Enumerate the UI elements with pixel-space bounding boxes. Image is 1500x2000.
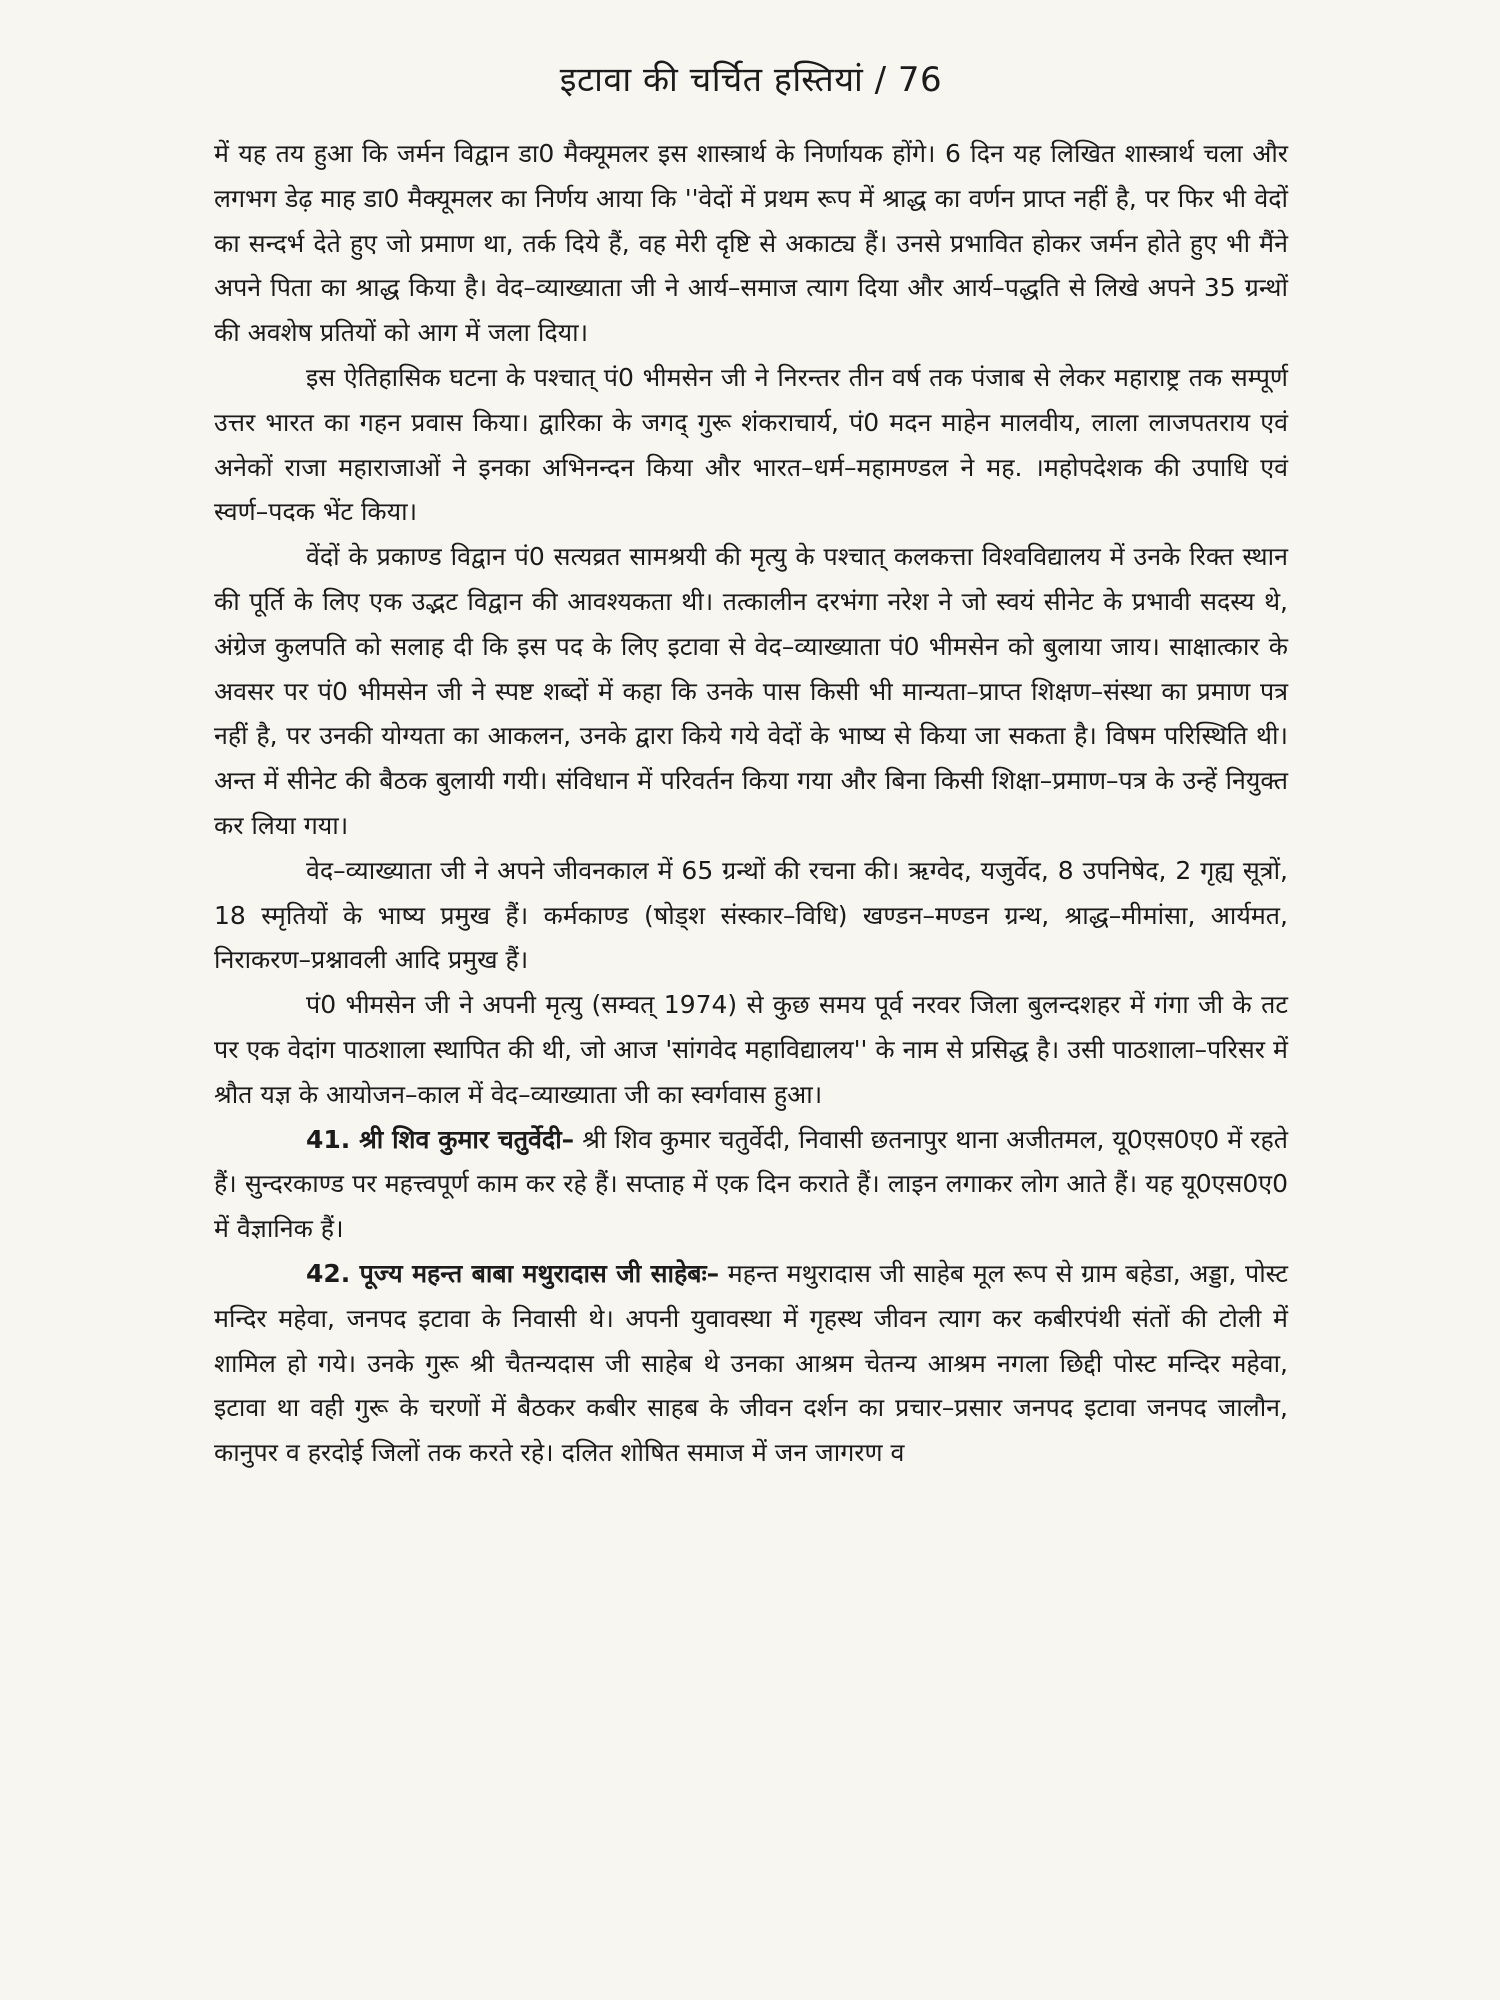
paragraph-text: वेद–व्याख्याता जी ने अपने जीवनकाल में 65 ग्रन्थों की रचना की। ऋग्वेद, यजुर्वेद, 8 उपनिषेद, 2 गृह्य सूत्रों, 18 स्मृतियों के भाष्य प्रमुख हैं। कर्मकाण्ड (षोड्श संस्कार–विधि) खण्डन–मण्डन ग्रन्थ, श्राद्ध–मीमांसा, आर्यमत, निराकरण–प्रश्नावली आदि प्रमुख हैं। xyxy=(214,855,1288,975)
section-paragraph xyxy=(214,1118,1288,1252)
paragraph-text: महन्त मथुरादास जी साहेब मूल रूप से ग्राम बहेडा, अड्डा, पोस्ट मन्दिर महेवा, जनपद इटावा के निवासी थे। अपनी युवावस्था में गृहस्थ जीवन त्याग कर कबीरपंथी संतों की टोली में शामिल हो गये। उनके गुरू श्री चैतन्यदास जी साहेब थे उनका आश्रम चेतन्य आश्रम नगला छिद्दी पोस्ट मन्दिर महेवा, इटावा था वही गुरू के चरणों में बैठकर कबीर साहब के जीवन दर्शन का प्रचार–प्रसार जनपद इटावा जनपद जालौन, कानुपर व हरदोई जिलों तक करते रहे। दलित शोषित समाज में जन जागरण व xyxy=(214,1258,1288,1468)
paragraph-text: श्री शिव कुमार चतुर्वेदी, निवासी छतनापुर थाना अजीतमल, यू0एस0ए0 में रहते हैं। सुन्दरकाण्ड पर महत्त्वपूर्ण काम कर रहे हैं। सप्ताह में एक दिन कराते हैं। लाइन लगाकर लोग आते हैं। यह यू0एस0ए0 में वैज्ञानिक हैं। xyxy=(214,1124,1289,1244)
paragraph xyxy=(214,849,1288,983)
body-text xyxy=(214,132,1288,1476)
section-heading: 41. श्री शिव कुमार चतुर्वेदी– xyxy=(306,1124,575,1154)
running-head: इटावा की चर्चित हस्तियां / 76 xyxy=(559,60,943,100)
paragraph xyxy=(214,132,1288,356)
paragraph xyxy=(214,356,1288,535)
paragraph-text: पं0 भीमसेन जी ने अपनी मृत्यु (सम्वत् 1974) से कुछ समय पूर्व नरवर जिला बुलन्दशहर में गंगा जी के तट पर एक वेदांग पाठशाला स्थापित की थी, जो आज 'सांगवेद महाविद्यालय'' के नाम से प्रसिद्ध है। उसी पाठशाला–परिसर में श्रौत यज्ञ के आयोजन–काल में वेद–व्याख्याता जी का स्वर्गवास हुआ। xyxy=(214,990,1288,1109)
paragraph xyxy=(214,535,1288,849)
paragraph-text: इस ऐतिहासिक घटना के पश्चात् पं0 भीमसेन जी ने निरन्तर तीन वर्ष तक पंजाब से लेकर महाराष्ट्र तक सम्पूर्ण उत्तर भारत का गहन प्रवास किया। द्वारिका के जगद् गुरू शंकराचार्य, पं0 मदन माहेन मालवीय, लाला लाजपतराय एवं अनेकों राजा महाराजाओं ने इनका अभिनन्दन किया और भारत–धर्म–महामण्डल ने मह. ।महोपदेशक की उपाधि एवं स्वर्ण–पदक भेंट किया। xyxy=(214,362,1288,527)
paragraph-text: वेंदों के प्रकाण्ड विद्वान पं0 सत्यव्रत सामश्रयी की मृत्यु के पश्चात् कलकत्ता विश्वविद्यालय में उनके रिक्त स्थान की पूर्ति के लिए एक उद्भट विद्वान की आवश्यकता थी। तत्कालीन दरभंगा नरेश ने जो स्वयं सीनेट के प्रभावी सदस्य थे, अंग्रेज कुलपति को सलाह दी कि इस पद के लिए इटावा से वेद–व्याख्याता पं0 भीमसेन को बुलाया जाय। साक्षात्कार के अवसर पर पं0 भीमसेन जी ने स्पष्ट शब्दों में कहा कि उनके पास किसी भी मान्यता–प्राप्त शिक्षण–संस्था का प्रमाण पत्र नहीं है, पर उनकी योग्यता का आकलन, उनके द्वारा किये गये वेदों के भाष्य से किया जा सकता है। विषम परिस्थिति थी। अन्त में सीनेट की बैठक बुलायी गयी। संविधान में परिवर्तन किया गया और बिना किसी शिक्षा–प्रमाण–पत्र के उन्हें नियुक्त कर लिया गया। xyxy=(214,542,1288,840)
section-paragraph xyxy=(214,1252,1288,1476)
paragraph-text: में यह तय हुआ कि जर्मन विद्वान डा0 मैक्यूमलर इस शास्त्रार्थ के निर्णायक होंगे। 6 दिन यह लिखित शास्त्रार्थ चला और लगभग डेढ़ माह डा0 मैक्यूमलर का निर्णय आया कि ''वेदों में प्रथम रूप में श्राद्ध का वर्णन प्राप्त नहीं है, पर फिर भी वेदों का सन्दर्भ देते हुए जो प्रमाण था, तर्क दिये हैं, वह मेरी दृष्टि से अकाट्य हैं। उनसे प्रभावित होकर जर्मन होते हुए भी मैंने अपने पिता का श्राद्ध किया है। वेद–व्याख्याता जी ने आर्य–समाज त्याग दिया और आर्य–पद्धति से लिखे अपने 35 ग्रन्थों की अवशेष प्रतियों को आग में जला दिया। xyxy=(214,139,1288,348)
paragraph xyxy=(214,983,1288,1117)
section-heading: 42. पूज्य महन्त बाबा मथुरादास जी साहेबः– xyxy=(306,1258,720,1288)
